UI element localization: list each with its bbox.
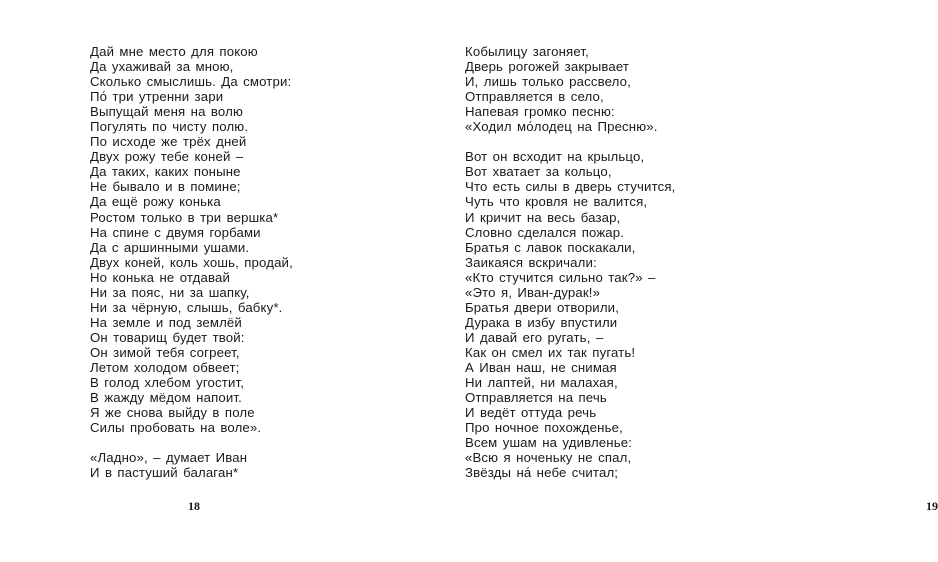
verse-line: И кричит на весь базар, (465, 209, 621, 225)
verse-line: Отправляется в село, (465, 89, 604, 105)
verse-line: Выпущай меня на волю (90, 104, 243, 120)
page-number: 19 (926, 499, 938, 513)
verse-line: Да с аршинными ушами. (90, 239, 250, 255)
verse-line: Как он смел их так пугать! (465, 344, 636, 360)
verse-line: Что есть силы в дверь стучится, (465, 179, 676, 195)
poem-text (465, 44, 675, 480)
verse-line: В жажду мёдом напоит. (90, 390, 242, 406)
verse-line: Отправляется на печь (465, 390, 607, 406)
verse-line: Заикаяся вскричали: (465, 254, 597, 270)
verse-line: Ни лаптей, ни малахая, (465, 375, 618, 391)
stanza-break (465, 134, 675, 149)
verse-line: По́ три утренни зари (90, 89, 224, 105)
verse-line: И в пастуший балаган* (90, 465, 239, 481)
verse-line: И, лишь только рассвело, (465, 74, 631, 90)
verse-line: Ростом только в три вершка* (90, 209, 279, 225)
verse-line: Двух коней, коль хошь, продай, (90, 254, 293, 270)
verse-line: А Иван наш, не снимая (465, 359, 617, 375)
verse-line: Чуть что кровля не валится, (465, 194, 648, 210)
verse-line: Дай мне место для покою (90, 44, 258, 59)
verse-line: Я же снова выйду в поле (90, 405, 255, 421)
verse-line: Напевая громко песню: (465, 104, 615, 120)
verse-line: Ни за пояс, ни за шапку, (90, 284, 250, 300)
page-number: 18 (188, 499, 200, 513)
verse-line: Не бывало и в помине; (90, 179, 241, 195)
verse-line: Всем ушам на удивленье: (465, 435, 633, 451)
verse-line: Двух рожу тебе коней – (90, 149, 244, 165)
right-page (375, 0, 938, 562)
verse-line: Погулять по чисту полю. (90, 119, 249, 135)
verse-line: Он товарищ будет твой: (90, 329, 245, 345)
verse-line: И давай его ругать, – (465, 329, 604, 345)
left-page (0, 0, 375, 562)
verse-line: Про ночное похожденье, (465, 420, 623, 436)
verse-line: На земле и под землёй (90, 314, 242, 330)
verse-line: Вот он всходит на крыльцо, (465, 149, 645, 165)
verse-line: Он зимой тебя согреет, (90, 344, 240, 360)
verse-line: Дверь рогожей закрывает (465, 59, 630, 75)
verse-line: Звёзды на́ небе считал; (465, 465, 619, 481)
verse-line: «Всю я ноченьку не спал, (465, 450, 632, 466)
stanza-break (90, 435, 293, 450)
verse-line: Кобылицу загоняет, (465, 44, 589, 59)
verse-line: Да таких, каких поныне (90, 164, 241, 180)
verse-line: Силы пробовать на воле». (90, 420, 262, 436)
verse-line: Но конька не отдавай (90, 269, 230, 285)
verse-line: Да ещё рожу конька (90, 194, 221, 210)
verse-line: «Это я, Иван-дурак!» (465, 284, 601, 300)
verse-line: Да ухаживай за мною, (90, 59, 234, 75)
verse-line: Сколько смыслишь. Да смотри: (90, 74, 292, 90)
verse-line: На спине с двумя горбами (90, 224, 261, 240)
verse-line: В голод хлебом угостит, (90, 375, 245, 391)
verse-line: Словно сделался пожар. (465, 224, 625, 240)
verse-line: Дурака в избу впустили (465, 314, 618, 330)
verse-line: Летом холодом обвеет; (90, 359, 240, 375)
verse-line: По исходе же трёх дней (90, 134, 247, 150)
verse-line: «Ладно», – думает Иван (90, 450, 248, 466)
verse-line: «Ходил мо́лодец на Пресню». (465, 119, 658, 135)
verse-line: Братья с лавок поскакали, (465, 239, 636, 255)
verse-line: Братья двери отворили, (465, 299, 620, 315)
poem-text (90, 44, 293, 480)
verse-line: Вот хватает за кольцо, (465, 164, 612, 180)
verse-line: «Кто стучится сильно так?» – (465, 269, 656, 285)
verse-line: И ведёт оттуда речь (465, 405, 597, 421)
verse-line: Ни за чёрную, слышь, бабку*. (90, 299, 283, 315)
